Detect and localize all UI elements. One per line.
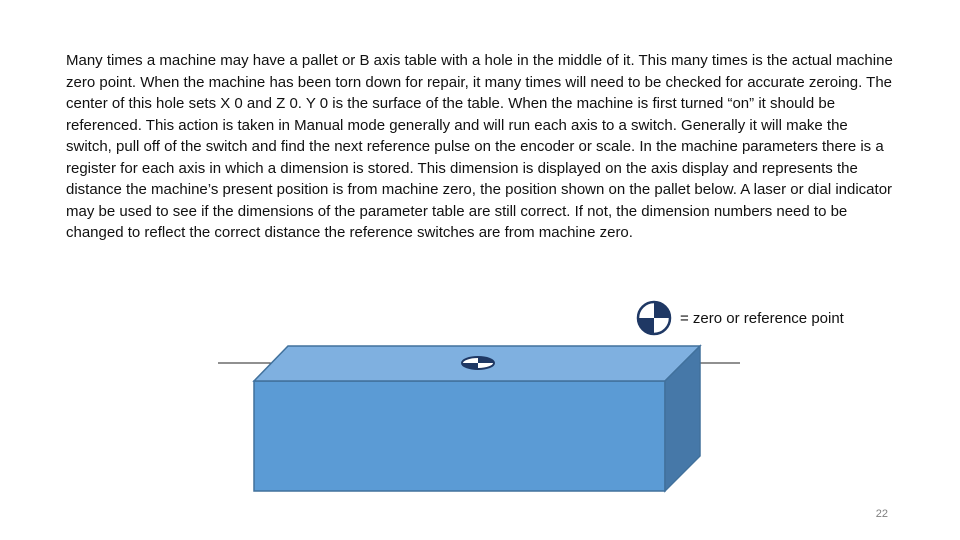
legend-label: = zero or reference point [680, 309, 844, 327]
pallet-zero-point-icon [462, 357, 494, 369]
pallet-front-face [254, 381, 665, 491]
body-paragraph: Many times a machine may have a pallet or B axis table with a hole in the middle of it. This many times is the actual machine zero point. When the machine has been torn down for repair, it many times will need to be checked for accurate zeroing. The center of this hole sets X 0 and Z 0. Y 0 is the surface of the table. When the machine is first turned “on” it should be referenced. This action is taken in Manual mode generally and will run each axis to a switch. Generally it will make the switch, pull off of the switch and find the next reference pulse on the encoder or scale. In the machine parameters there is a register for each axis in which a dimension is stored. This dimension is displayed on the axis display and represents the distance the machine’s present position is from machine zero, the position shown on the pallet below. A laser or dial indicator may be used to see if the dimensions of the parameter table are still correct. If not, the dimension numbers need to be changed to reflect the correct distance the reference switches are from machine zero. [66, 52, 893, 241]
page-number: 22 [875, 508, 888, 520]
